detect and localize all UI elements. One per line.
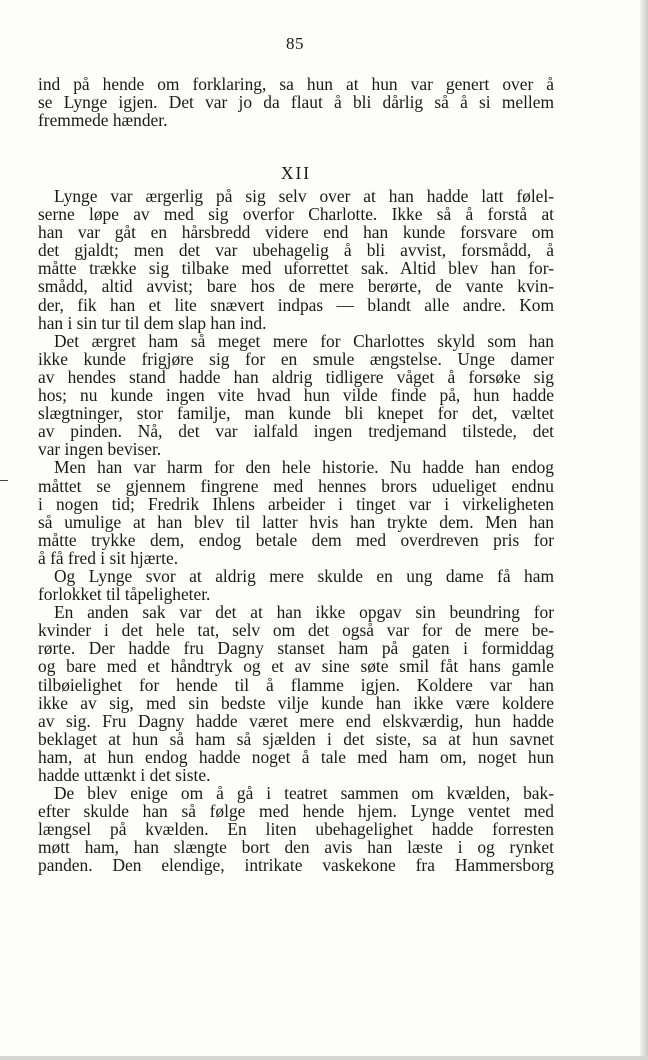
- margin-mark: [0, 480, 8, 481]
- page-edge-shadow: [640, 0, 648, 1060]
- text-line: En anden sak var det at han ikke opgav sin beundring for: [54, 602, 554, 623]
- page-number: 85: [286, 34, 304, 53]
- chapter-body: [38, 187, 554, 875]
- text-line: ind på hende om forklaring, sa hun at hun var genert over å: [38, 74, 554, 94]
- paragraph: [38, 332, 554, 459]
- text-line: av pinden. Nå, det var ialfald ingen tredjemand tilstede, det: [38, 421, 554, 442]
- page-bottom-edge: [0, 1056, 648, 1060]
- text-line: fremmede hænder.: [38, 110, 168, 131]
- text-line: kvinder i det hele tat, selv om det også var for de mere be-: [38, 620, 554, 641]
- text-line: Det ærgret ham så meget mere for Charlottes skyld som han: [54, 330, 554, 351]
- text-line: ikke av sig, med sin bedste vilje kunde han ikke være koldere: [38, 692, 554, 713]
- text-line: å få fred i sit hjærte.: [38, 547, 179, 568]
- paragraph: [38, 567, 554, 603]
- text-line: måtte trække sig tilbake med uforrettet sak. Altid blev han for-: [38, 258, 554, 279]
- text-line: beklaget at hun så ham så sjælden i det siste, sa at hun savnet: [38, 728, 554, 749]
- text-line: og bare med et håndtryk og et av sine søte smil fåt hans gamle: [38, 656, 554, 677]
- text-line: tilbøielighet for hende til å flamme igjen. Koldere var han: [38, 674, 554, 695]
- text-line: Og Lynge svor at aldrig mere skulde en ung dame få ham: [54, 565, 554, 586]
- text-line: længsel på kvælden. En liten ubehagelighet hadde forresten: [38, 819, 554, 840]
- text-line: han i sin tur til dem slap han ind.: [38, 312, 267, 333]
- text-line: efter skulde han så følge med hende hjem. Lynge ventet med: [38, 801, 554, 822]
- text-line: forlokket til tåpeligheter.: [38, 584, 211, 605]
- paragraph: [38, 784, 554, 874]
- text-line: av sig. Fru Dagny hadde været mere end elskværdig, hun hadde: [38, 710, 554, 731]
- text-line: ham, at hun endog hadde noget å tale med ham om, noget hun: [38, 746, 554, 767]
- chapter-heading: XII: [280, 163, 312, 183]
- text-line: slægtninger, stor familje, man kunde bli knepet for det, væltet: [38, 403, 554, 424]
- text-line: der, fik han et lite snævert indpas — blandt alle andre. Kom: [38, 294, 554, 315]
- text-line: hadde uttænkt i det siste.: [38, 765, 211, 785]
- text-line: De blev enige om å gå i teatret sammen om kvælden, bak-: [54, 783, 554, 804]
- text-line: møtt ham, han slængte bort den avis han læste i og rynket: [38, 837, 554, 858]
- paragraph: [38, 458, 554, 567]
- text-line: hos; nu kunde ingen vite hvad hun vilde finde på, hun hadde: [38, 385, 554, 406]
- text-line: ikke kunde frigjøre sig for en smule ængstelse. Unge damer: [38, 348, 554, 369]
- text-line: var ingen beviser.: [38, 439, 162, 460]
- text-line: måtte trykke dem, endog betale dem med overdreven pris for: [38, 529, 554, 550]
- paragraph: [38, 187, 554, 332]
- text-line: måttet se gjennem fingrene med hennes brors udueliget endnu: [38, 475, 554, 496]
- text-line: i nogen tid; Fredrik Ihlens arbeider i tinget var i virkeligheten: [38, 493, 554, 514]
- opening-paragraph: [38, 75, 554, 129]
- text-line: smådd, altid avvist; bare hos de mere berørte, de vante kvin-: [38, 276, 554, 297]
- text-line: så umulige at han blev til latter hvis han trykte dem. Men han: [38, 511, 554, 532]
- text-line: panden. Den elendige, intrikate vaskekone fra Hammersborg: [38, 855, 554, 876]
- text-line: Lynge var ærgerlig på sig selv over at han hadde latt følel-: [54, 186, 554, 206]
- text-line: av hendes stand hadde han aldrig tidligere våget å forsøke sig: [38, 366, 554, 387]
- text-line: se Lynge igjen. Det var jo da flaut å bli dårlig så å si mellem: [38, 92, 554, 113]
- text-line: han var gåt en hårsbredd videre end han kunde forsvare om: [38, 222, 554, 243]
- paragraph: [38, 603, 554, 784]
- text-line: Men han var harm for den hele historie. Nu hadde han endog: [54, 457, 554, 478]
- text-line: rørte. Der hadde fru Dagny stanset ham på gaten i formiddag: [38, 638, 554, 659]
- text-line: det gjaldt; men det var ubehagelig å bli avvist, forsmådd, å: [38, 240, 554, 261]
- text-line: serne løpe av med sig overfor Charlotte. Ikke så å forstå at: [38, 204, 554, 225]
